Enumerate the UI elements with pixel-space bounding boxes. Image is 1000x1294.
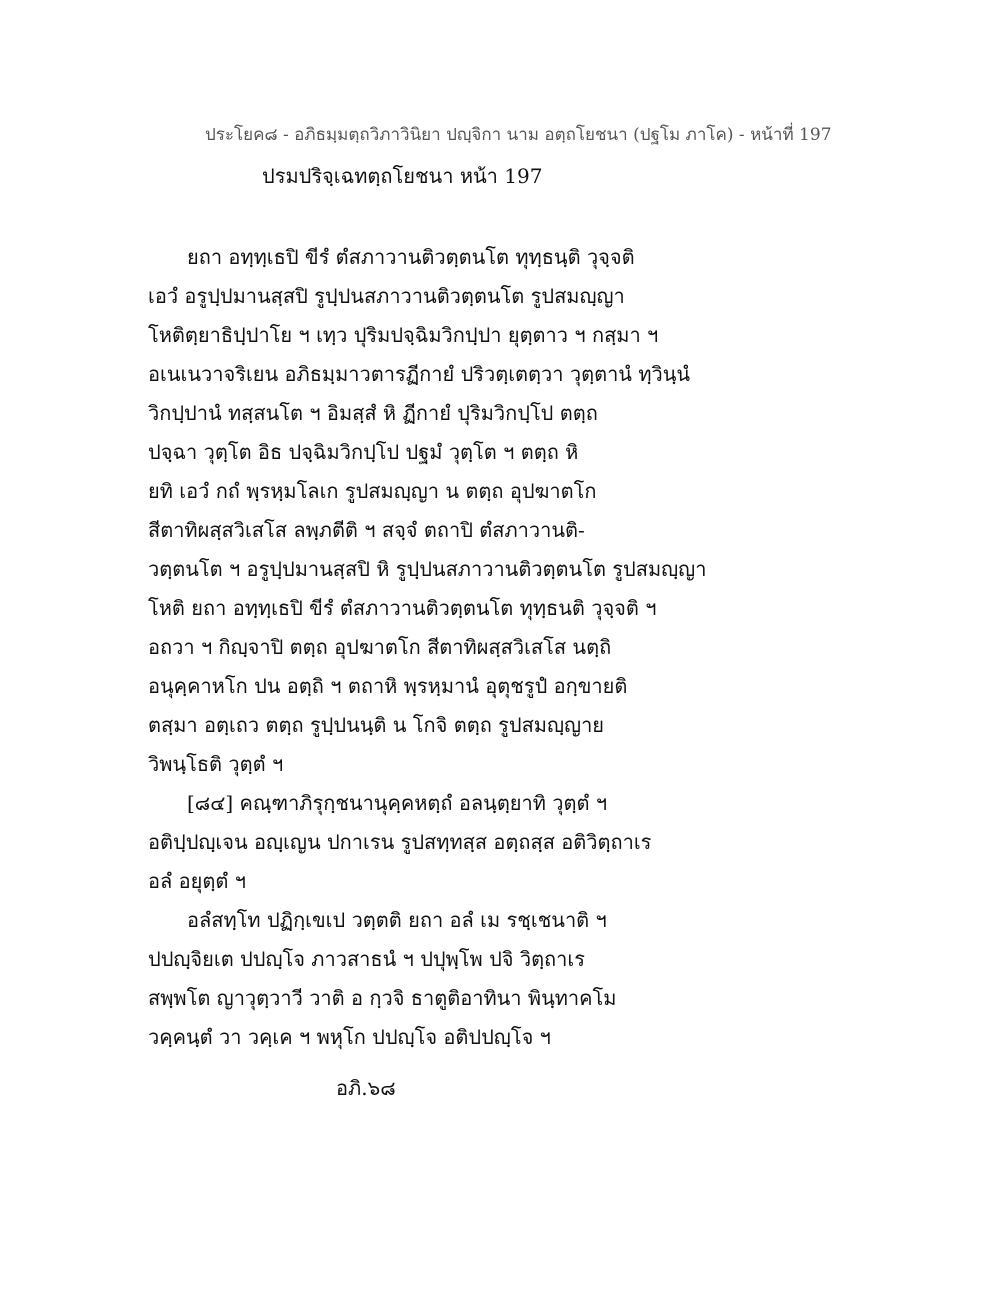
text-line: เอวํ อรูปฺปมานสฺสปิ รูปฺปนสภาวานติวตฺตนโต รูปสมญฺญา: [148, 284, 625, 308]
text-line: อเนเนวาจริเยน อภิธมฺมาวตารฏีกายํ ปริวตฺเตตฺวา วุตฺตานํ ทฺวินฺนํ: [148, 362, 691, 386]
body-text: [148, 238, 868, 1057]
text-line: ปจฺฉา วุตฺโต อิธ ปจฺฉิมวิกปฺโป ปฐมํ วุตฺโต ฯ ตตฺถ หิ: [148, 440, 579, 464]
text-line: ยทิ เอวํ กถํ พฺรหฺมโลเก รูปสมญฺญา น ตตฺถ อุปฆาตโก: [148, 479, 597, 503]
text-line: อนุคฺคาหโก ปน อตฺถิ ฯ ตถาหิ พฺรหฺมานํ อุตุชรูปํ อกฺขายติ: [148, 674, 628, 698]
footer-reference: อภิ.๖๘: [336, 1076, 396, 1100]
text-line: อติปฺปญฺเจน อญฺเญน ปกาเรน รูปสทฺทสฺส อตฺถสฺส อติวิตฺถาเร: [148, 830, 652, 854]
text-line: อลํสทฺโท ปฏิกฺเขเป วตฺตติ ยถา อลํ เม รชฺเชนาติ ฯ: [187, 908, 607, 932]
text-line: วิกปฺปานํ ทสฺสนโต ฯ อิมสฺสํ หิ ฏีกายํ ปุริมวิกปฺโป ตตฺถ: [148, 401, 598, 425]
text-line: สพฺพโต ญาวุตฺวาวี วาติ อ กฺวจิ ธาตูติอาทินา พินฺทาคโม: [148, 986, 617, 1010]
text-line: อลํ อยุตฺตํ ฯ: [148, 869, 246, 893]
text-line: อถวา ฯ กิญฺจาปิ ตตฺถ อุปฆาตโก สีตาทิผสฺสวิเสโส นตฺถิ: [148, 635, 612, 659]
text-line: วิพนฺโธติ วุตฺตํ ฯ: [148, 752, 284, 776]
text-line: ยถา อทฺทฺเธปิ ขีรํ ตํสภาวานติวตฺตนโต ทุทฺธนฺติ วุจฺจติ: [187, 245, 635, 269]
section-title: ปรมปริจฺเฉทตฺถโยชนา หน้า 197: [262, 164, 543, 188]
text-line: [๘๔] คณฺฑาภิรุกฺชนานุคฺคหตฺถํ อลนฺตฺยาทิ วุตฺตํ ฯ: [187, 791, 608, 815]
text-line: วตฺตนโต ฯ อรูปฺปมานสฺสปิ หิ รูปฺปนสภาวานติวตฺตนโต รูปสมญฺญา: [148, 557, 707, 581]
text-line: โหติตฺยาธิปฺปาโย ฯ เทฺว ปุริมปจฺฉิมวิกปฺปา ยุตฺตาว ฯ กสฺมา ฯ: [148, 323, 659, 347]
text-line: วคฺคนฺตํ วา วคฺเค ฯ พหุโก ปปญฺโจ อติปปญฺโจ ฯ: [148, 1025, 551, 1049]
text-line: ตสฺมา อตฺเถว ตตฺถ รูปฺปนนฺติ น โกจิ ตตฺถ รูปสมญฺญาย: [148, 713, 605, 737]
text-line: ปปญฺจิยเต ปปญฺโจ ภาวสาธนํ ฯ ปปุพฺโพ ปจิ วิตฺถาเร: [148, 947, 585, 971]
running-header: ประโยค๘ - อภิธมฺมตฺถวิภาวินิยา ปญฺจิกา นาม อตฺถโยชนา (ปฐโม ภาโค) - หน้าที่ 197: [205, 125, 832, 145]
text-line: โหติ ยถา อทฺทฺเธปิ ขีรํ ตํสภาวานติวตฺตนโต ทุทฺธนติ วุจฺจติ ฯ: [148, 596, 657, 620]
text-line: สีตาทิผสฺสวิเสโส ลพฺภตีติ ฯ สจฺจํ ตถาปิ ตํสภาวานติ-: [148, 518, 585, 542]
